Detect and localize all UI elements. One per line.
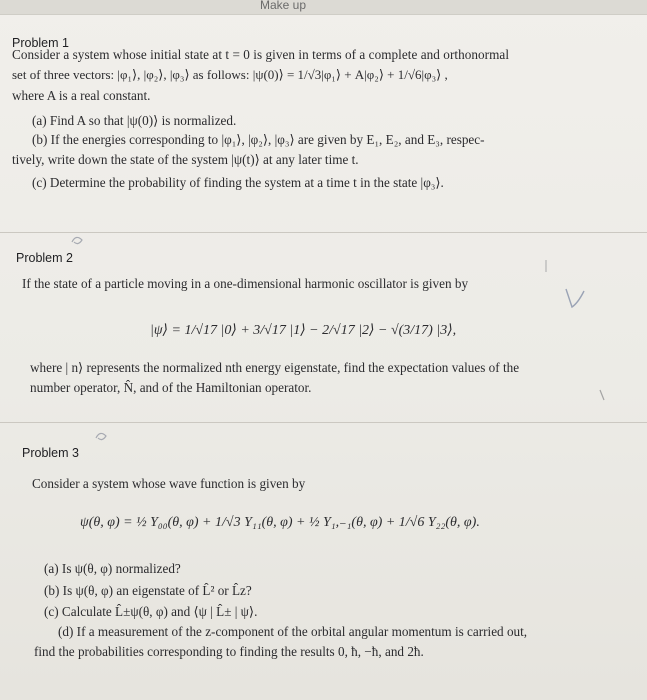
problem-3-heading: Problem 3 <box>22 446 79 460</box>
problem-2-line: where | n⟩ represents the normalized nth energy eigenstate, find the expectation values of the <box>30 360 520 375</box>
pencil-tick-icon <box>596 388 610 404</box>
pencil-mark-icon <box>560 285 590 315</box>
problem-3-line: find the probabilities corresponding to finding the results 0, ħ, −ħ, and 2ħ. <box>34 644 424 659</box>
page-header <box>0 0 647 15</box>
pencil-doodle-icon <box>68 232 88 248</box>
problem-2-heading: Problem 2 <box>16 251 73 265</box>
problem-1-part-c: (c) Determine the probability of finding the system at a time t in the state |φ₃⟩. <box>32 175 444 190</box>
pencil-tick-icon <box>540 258 554 276</box>
problem-2-line: If the state of a particle moving in a one-dimensional harmonic oscillator is given by <box>22 276 469 291</box>
problem-3-line: Consider a system whose wave function is given by <box>32 476 306 491</box>
problem-1-line: where A is a real constant. <box>12 88 151 103</box>
page-header-title: Make up <box>260 0 307 12</box>
problem-3-part-a: (a) Is ψ(θ, φ) normalized? <box>44 561 181 576</box>
problem-3-equation: ψ(θ, φ) = ½ Y₀₀(θ, φ) + 1/√3 Y₁₁(θ, φ) + ½ Y₁,₋₁(θ, φ) + 1/√6 Y₂₂(θ, φ). <box>80 515 480 530</box>
problem-3-part-d: (d) If a measurement of the z-component of the orbital angular momentum is carried out, <box>58 624 528 639</box>
section-divider <box>0 232 647 233</box>
problem-1-line: set of three vectors: |φ₁⟩, |φ₂⟩, |φ₃⟩ as follows: |ψ(0)⟩ = 1/√3|φ₁⟩ + A|φ₂⟩ + 1/√6|φ₃⟩ , <box>12 67 448 82</box>
problem-3-part-c: (c) Calculate L̂±ψ(θ, φ) and ⟨ψ | L̂± | ψ⟩. <box>44 604 258 619</box>
problem-1-part-b: (b) If the energies corresponding to |φ₁⟩, |φ₂⟩, |φ₃⟩ are given by E₁, E₂, and E₃, respec- <box>32 132 485 147</box>
pencil-doodle-icon <box>92 428 112 444</box>
problem-1-heading: Problem 1 <box>12 36 69 50</box>
problem-1-line: tively, write down the state of the system |ψ(t)⟩ at any later time t. <box>12 152 359 167</box>
problem-3-part-b: (b) Is ψ(θ, φ) an eigenstate of L̂² or L̂z? <box>44 583 252 598</box>
problem-1-line: Consider a system whose initial state at t = 0 is given in terms of a complete and orthonormal <box>12 47 510 62</box>
section-divider <box>0 422 647 423</box>
problem-2-line: number operator, N̂, and of the Hamiltonian operator. <box>30 380 312 395</box>
problem-2-equation: |ψ⟩ = 1/√17 |0⟩ + 3/√17 |1⟩ − 2/√17 |2⟩ − √(3/17) |3⟩, <box>150 323 457 338</box>
problem-1-part-a: (a) Find A so that |ψ(0)⟩ is normalized. <box>32 113 237 128</box>
